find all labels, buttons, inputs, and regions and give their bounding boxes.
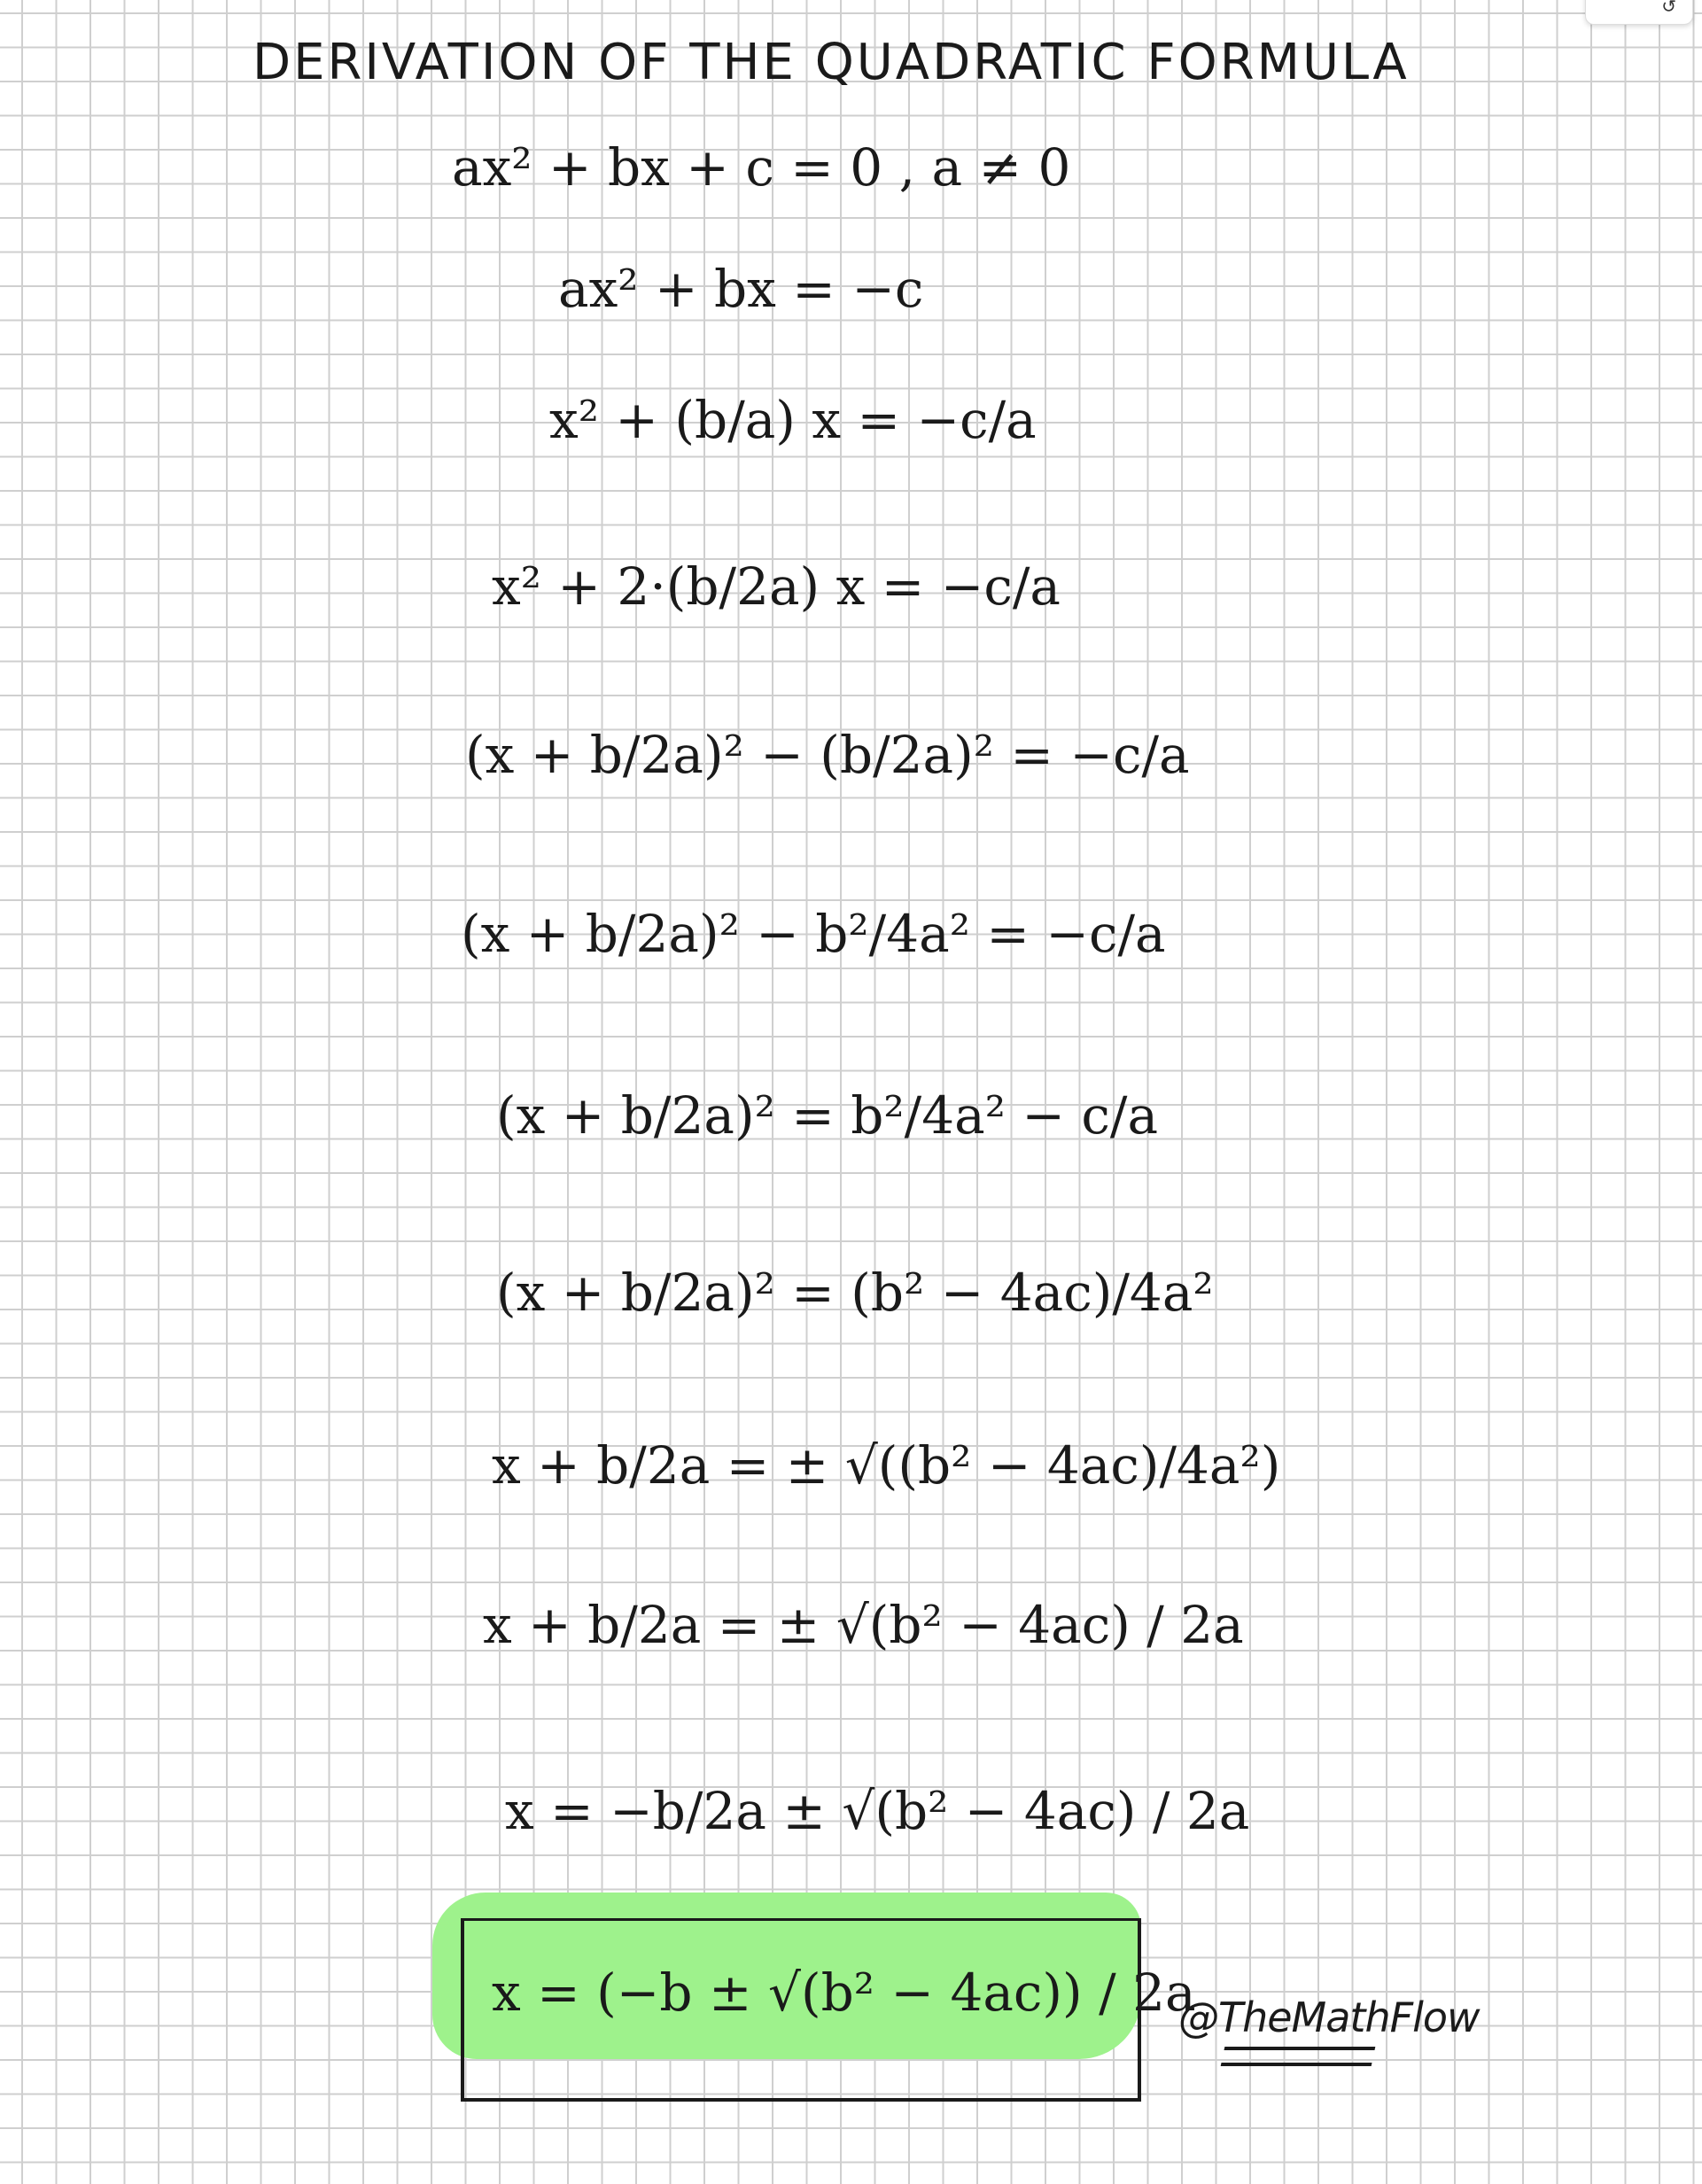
equation-step: x + b/2a = ± √((b² − 4ac)/4a²) [492,1435,1281,1496]
page-title: DERIVATION OF THE QUADRATIC FORMULA [253,34,1410,91]
equation-step: ax² + bx = −c [558,259,924,319]
equation-step: x² + (b/a) x = −c/a [549,390,1037,450]
final-formula: x = (−b ± √(b² − 4ac)) / 2a [492,1962,1196,2023]
equation-step: ax² + bx + c = 0 , a ≠ 0 [452,137,1071,198]
equation-step: (x + b/2a)² − b²/4a² = −c/a [461,904,1166,964]
equation-step: x = −b/2a ± √(b² − 4ac) / 2a [505,1781,1250,1841]
equation-step: (x + b/2a)² = b²/4a² − c/a [496,1085,1159,1146]
equation-step: (x + b/2a)² = (b² − 4ac)/4a² [496,1263,1214,1323]
signature: @TheMathFlow [1178,1994,1480,2041]
signature-underline [1221,2047,1376,2066]
equation-step: x + b/2a = ± √(b² − 4ac) / 2a [483,1595,1244,1655]
equation-step: (x + b/2a)² − (b/2a)² = −c/a [465,725,1190,785]
corner-widget[interactable] [1585,0,1693,25]
equation-step: x² + 2·(b/2a) x = −c/a [492,556,1061,617]
corner-icon[interactable]: ↺ [1661,0,1676,17]
